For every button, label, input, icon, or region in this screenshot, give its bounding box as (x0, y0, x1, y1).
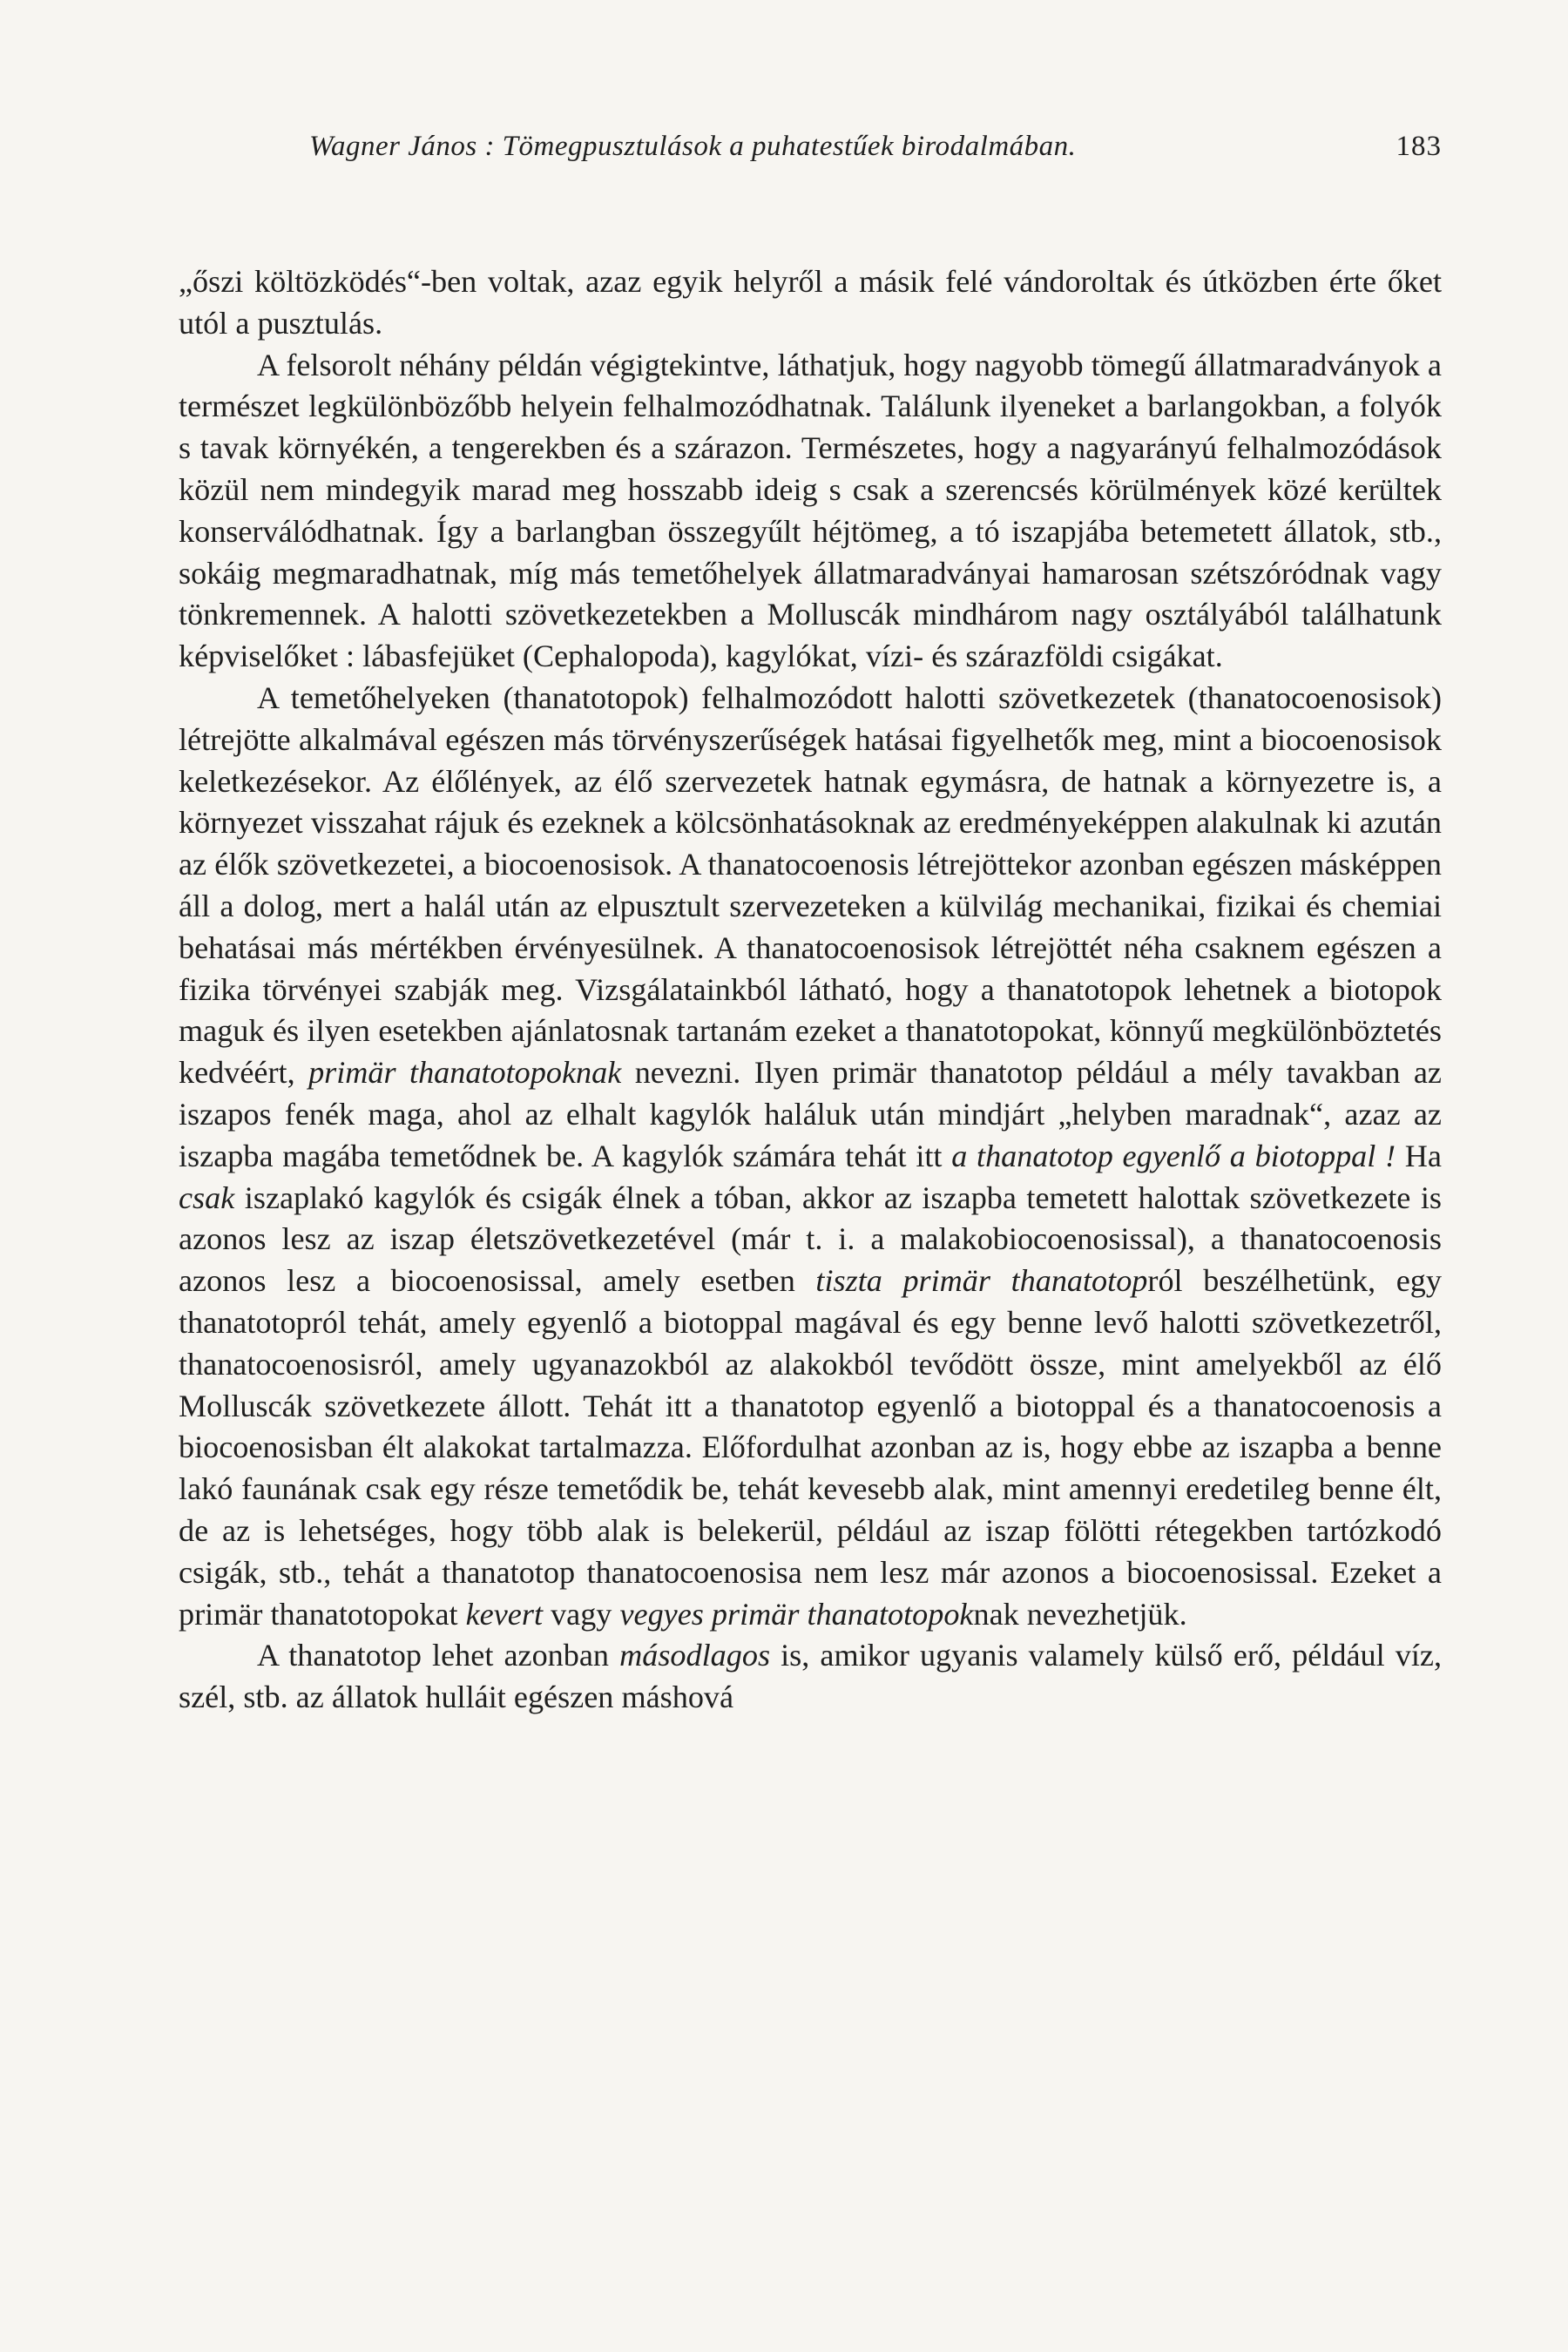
text-segment: vagy (543, 1596, 620, 1632)
italic-text: csak (179, 1179, 235, 1215)
paragraph (179, 1635, 1442, 1719)
text-segment: nevezni. Ilyen primär thanatotop például a mély tavakban az iszapos fenék maga, ahol az elhalt kagylók haláluk után mindjárt „helyben maradnak“, azaz az iszapba magába temetődnek be. A kagylók számára tehát itt (179, 1055, 1442, 1173)
text-segment: A felsorolt néhány példán végigtekintve, láthatjuk, hogy nagyobb tömegű állatmaradványok a természet legkülönbözőbb helyein felhalmozódhatnak. Találunk ilyeneket a barlangokban, a folyók s tavak környékén, a tengerekben és a szárazon. Természetes, hogy a nagyarányú felhalmozódások közül nem mindegyik marad meg hosszabb ideig s csak a szerencsés körülmények közé kerültek konserválódhatnak. Így a barlangban összegyűlt héjtömeg, a tó iszapjába betemetett állatok, stb., sokáig megmaradhatnak, míg más temetőhelyek állatmaradványai hamarosan szétszóródnak vagy tönkremennek. A halotti szövetkezetekben a Molluscák mindhárom nagy osztályából találhatunk képviselőket : lábasfejüket (Cephalopoda), kagylókat, vízi- és szárazföldi csigákat. (179, 347, 1442, 674)
text-segment: Ha (1396, 1138, 1442, 1173)
paragraph (179, 261, 1442, 345)
text-segment: iszaplakó kagylók és csigák élnek a tóban, akkor az iszapba temetett halottak szövetkezete is azonos lesz az iszap életszövetkezetével (már t. i. a malakobiocoenosissal), a thanatocoenosis azonos lesz a biocoenosissal, amely esetben (179, 1179, 1442, 1299)
body-text (179, 261, 1442, 1719)
italic-text: primär thanatotopoknak (308, 1055, 622, 1091)
italic-text: kevert (465, 1596, 544, 1632)
italic-text: tiszta primär thanatotop (815, 1263, 1148, 1299)
text-segment: „őszi költözködés“-ben voltak, azaz egyik helyről a másik felé vándoroltak és útközben érte őket utól a pusztulás. (179, 264, 1442, 341)
italic-text: másodlagos (619, 1638, 771, 1673)
text-segment: A temetőhelyeken (thanatotopok) felhalmozódott halotti szövetkezetek (thanatocoenosisok) létrejötte alkalmával egészen más törvényszerűségek hatásai figyelhetők meg, mint a biocoenosisok keletkezésekor. Az élőlények, az élő szervezetek hatnak egymásra, de hatnak a környezetre is, a környezet visszahat rájuk és ezeknek a kölcsönhatásoknak az eredményeképpen alakulnak ki azután az élők szövetkezetei, a biocoenosisok. A thanatocoenosis létrejöttekor azonban egészen másképpen áll a dolog, mert a halál után az elpusztult szervezeteken a külvilág mechanikai, fizikai és chemiai behatásai más mértékben érvényesülnek. A thanatocoenosisok létrejöttét néha csaknem egészen a fizika törvényei szabják meg. Vizsgálatainkból látható, hogy a thanatotopok lehetnek a biotopok maguk és ilyen esetekben ajánlatosnak tartanám ezeket a thanatotopokat, könnyű megkülönböztetés kedvéért, (179, 679, 1442, 1091)
italic-text: vegyes primär thanatotopok (619, 1596, 974, 1632)
running-title: Wagner János : Tömegpusztulások a puhatestűek birodalmában. (309, 131, 1077, 162)
italic-text: a thanatotop egyenlő a biotoppal ! (951, 1138, 1396, 1173)
paragraph (179, 345, 1442, 678)
text-segment: is, amikor ugyanis valamely külső erő, például víz, szél, stb. az állatok hulláit egészen máshová (179, 1638, 1443, 1715)
paragraph (179, 678, 1442, 1635)
text-segment: nak nevezhetjük. (973, 1596, 1187, 1632)
text-segment: ról beszélhetünk, egy thanatotopról tehát, amely egyenlő a biotoppal magával és egy benne levő halotti szövetkezetről, thanatocoenosisról, amely ugyanazokból az alakokból tevődött össze, mint amelyekből az élő Molluscák szövetkezete állott. Tehát itt a thanatotop egyenlő a biotoppal és a thanatocoenosis a biocoenosisban élt alakokat tartalmazza. Előfordulhat azonban az is, hogy ebbe az iszapba a benne lakó faunának csak egy része temetődik be, tehát kevesebb alak, mint amennyi eredetileg benne élt, de az is lehetséges, hogy több alak is belekerül, például az iszap fölötti rétegekben tartózkodó csigák, stb., tehát a thanatotop thanatocoenosisa nem lesz már azonos a biocoenosissal. Ezeket a primär thanatotopokat (179, 1263, 1442, 1632)
text-segment: A thanatotop lehet azonban (257, 1638, 620, 1673)
page-header (179, 131, 1442, 183)
page-number: 183 (1396, 131, 1442, 162)
